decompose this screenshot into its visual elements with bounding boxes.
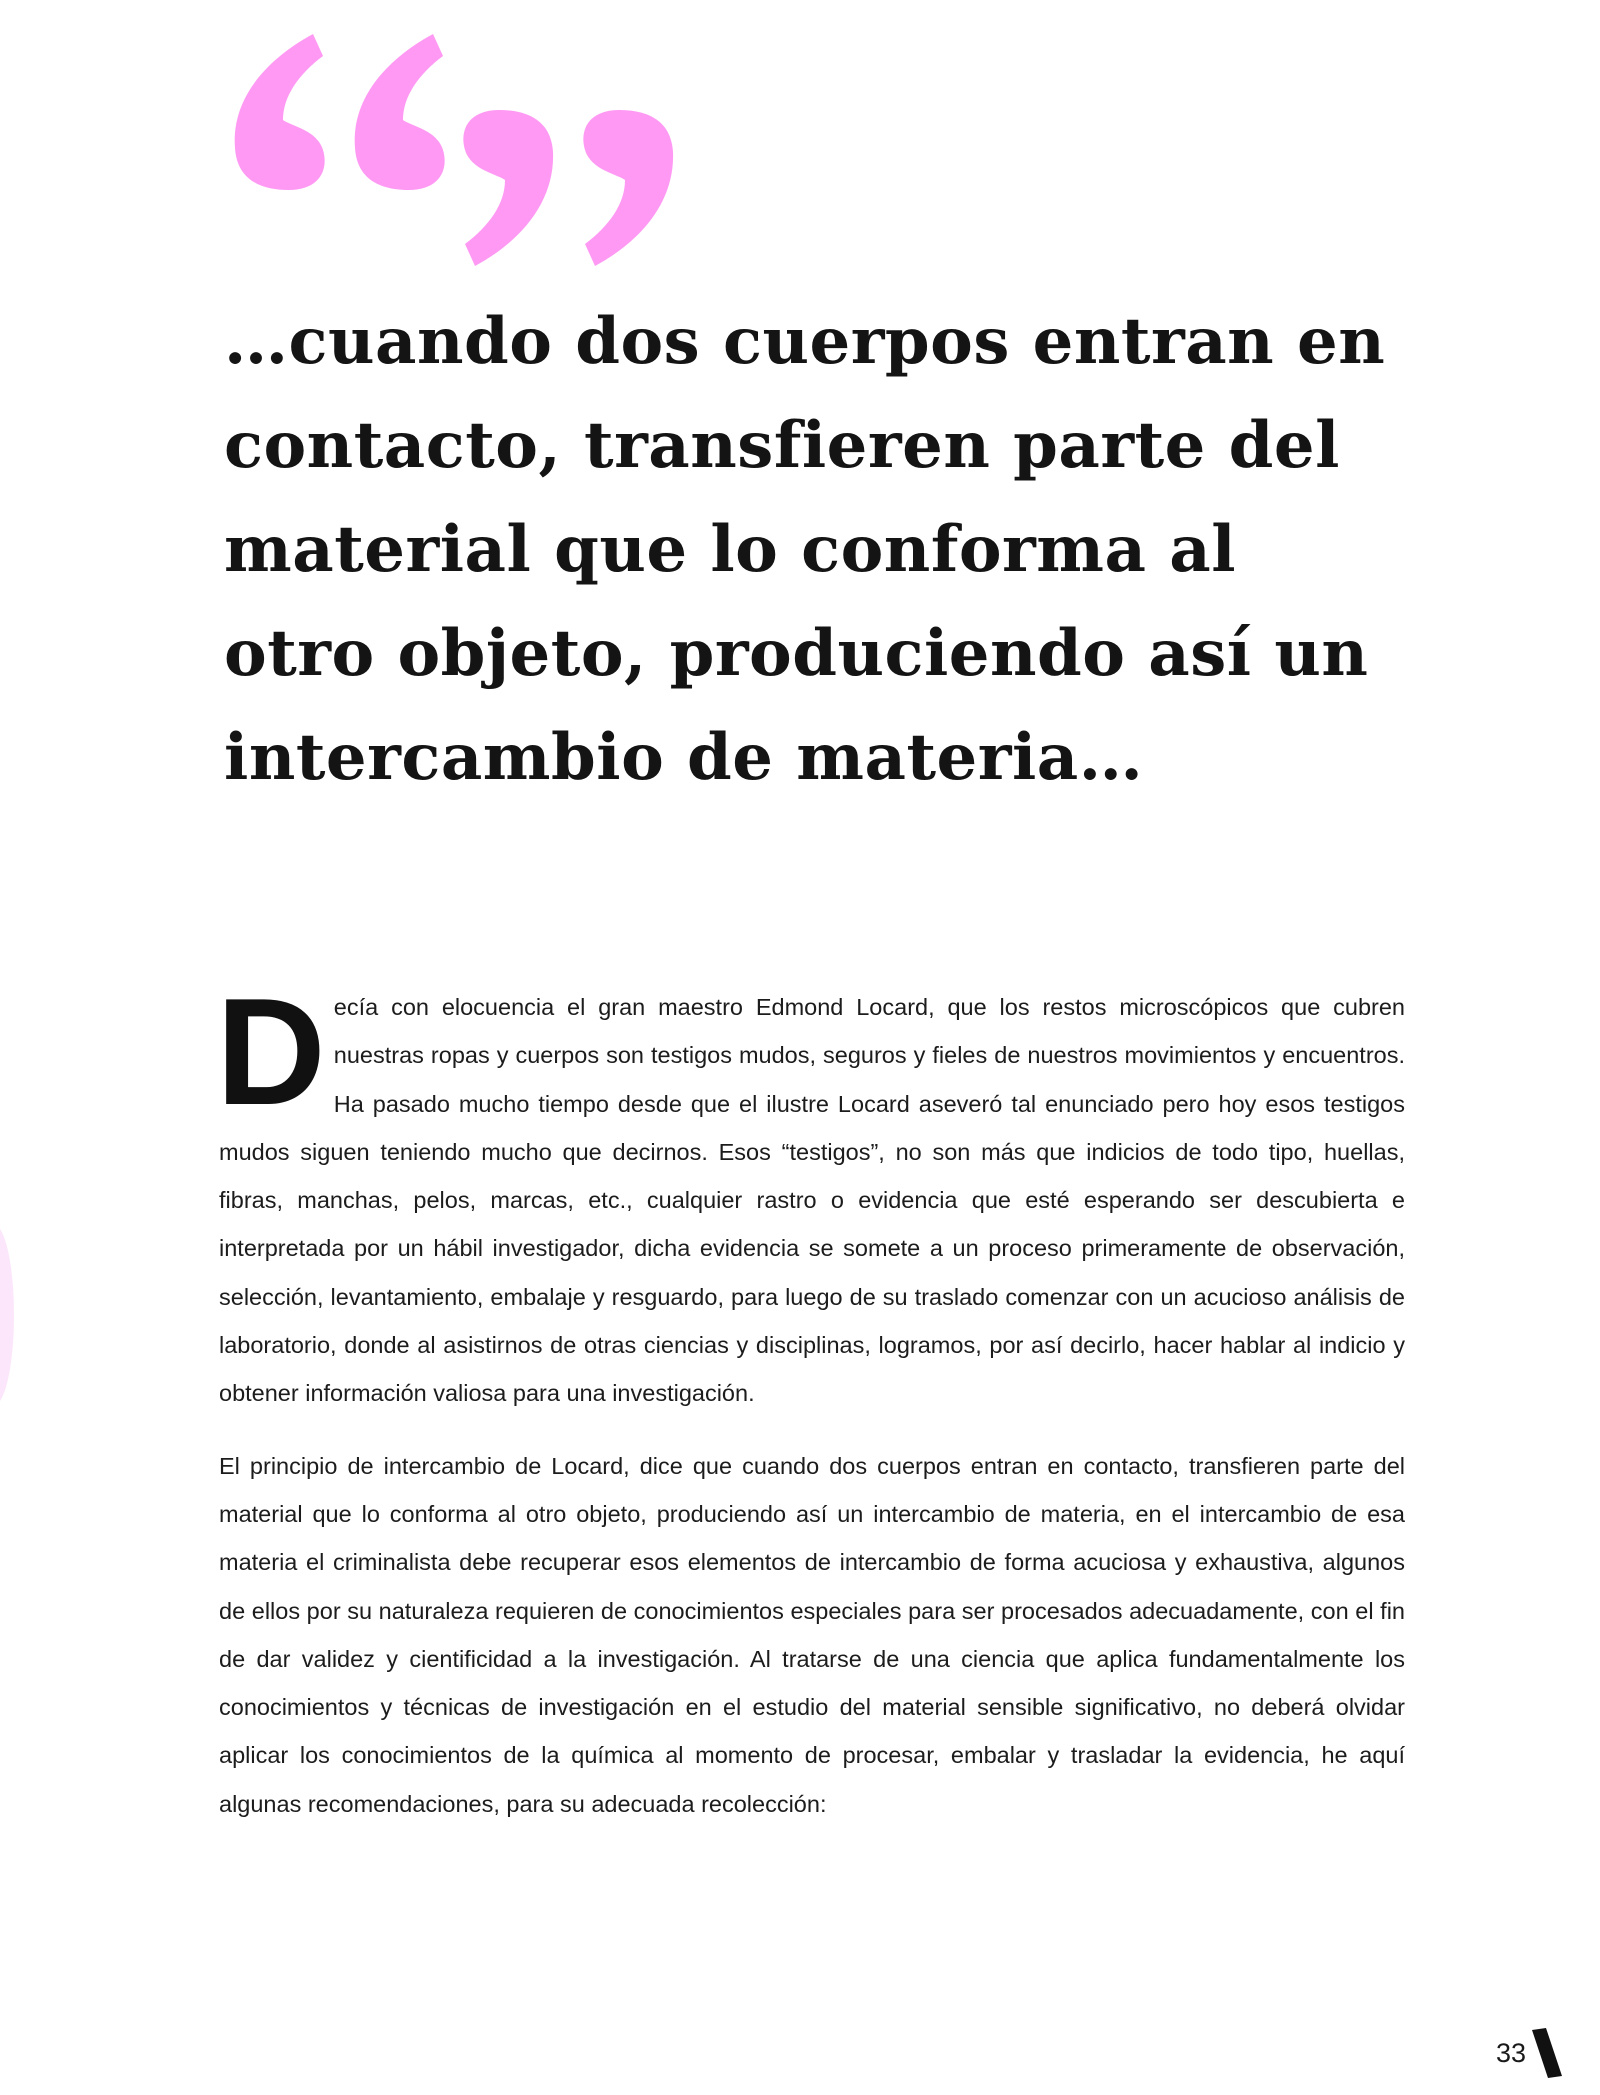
article-paragraph-1 — [216, 967, 1405, 1418]
pink-double-quote-marks-icon — [225, 0, 685, 280]
article-paragraph-2: El principio de intercambio de Locard, dice que cuando dos cuerpos entran en contacto, transfieren parte del material que lo conforma al otro objeto, produciendo así un intercambio de materia, en el intercambio de esa materia el criminalista debe recuperar esos elementos de intercambio de forma acuciosa y exhaustiva, algunos de ellos por su naturaleza requieren de conocimientos especiales para ser procesados adecuadamente, con el fin de dar validez y cientificidad a la investigación. Al tratarse de una ciencia que aplica fundamentalmente los conocimientos y técnicas de investigación en el estudio del material sensible significativo, no deberá olvidar aplicar los conocimientos de la química al momento de procesar, embalar y trasladar la evidencia, he aquí algunas recomendaciones, para su adecuada recolección: — [219, 1452, 1405, 1817]
black-slash-folio-icon — [1532, 2028, 1562, 2078]
pull-quote: …cuando dos cuerpos entran en contacto, transfieren parte del material que lo conforma al otro objeto, produciendo así un intercambio de materia… — [224, 304, 1386, 795]
drop-cap: D — [216, 967, 326, 1137]
article-body — [216, 967, 1405, 1828]
paragraph-1-text: ecía con elocuencia el gran maestro Edmond Locard, que los restos microscópicos que cubren nuestras ropas y cuerpos son testigos mudos, seguros y fieles de nuestros movimientos y encuentros. Ha pasado mucho tiempo desde que el ilustre Locard aseveró tal enunciado pero hoy esos testigos mudos siguen teniendo mucho que decirnos. Esos “testigos”, no son más que indicios de todo tipo, huellas, fibras, manchas, pelos, marcas, etc., cualquier rastro o evidencia que esté esperando ser descubierta e interpretada por un hábil investigador, dicha evidencia se somete a un proceso primeramente de observación, selección, levantamiento, embalaje y resguardo, para luego de su traslado comenzar con un acucioso análisis de laboratorio, donde al asistirnos de otras ciencias y disciplinas, logramos, por así decirlo, hacer hablar al indicio y obtener información valiosa para una investigación. — [219, 994, 1405, 1407]
page-number: 33 — [1496, 2038, 1527, 2068]
page-edge-decoration — [0, 1225, 14, 1405]
